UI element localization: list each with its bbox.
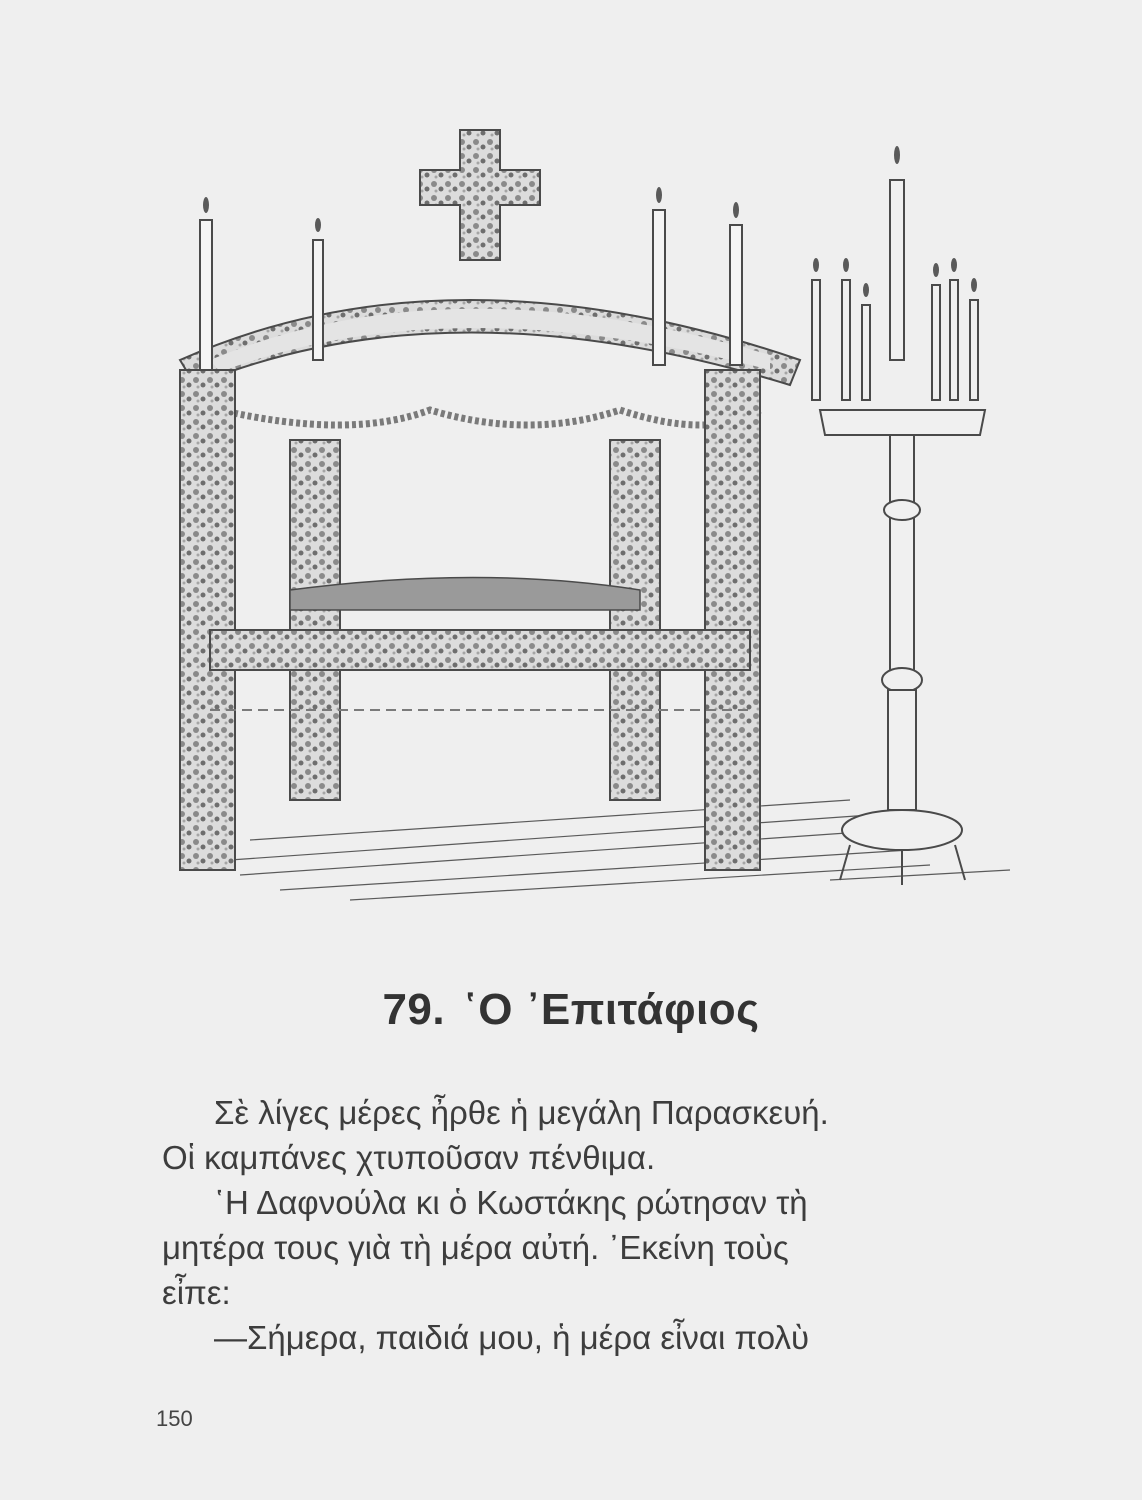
- text-line: εἶπε:: [162, 1274, 231, 1311]
- candelabrum: [812, 146, 985, 885]
- page-number: 150: [156, 1406, 193, 1431]
- text-line: —Σήμερα, παιδιά μου, ἡ μέρα εἶναι πολὺ: [214, 1319, 810, 1356]
- text-line: μητέρα τους γιὰ τὴ μέρα αὐτή. ᾿Εκείνη τοὺς: [162, 1229, 789, 1266]
- text-line: Οἱ καμπάνες χτυποῦσαν πένθιμα.: [162, 1139, 656, 1176]
- text-line: Σὲ λίγες μέρες ἦρθε ἡ μεγάλη Παρασκευή.: [214, 1094, 829, 1131]
- chapter-number: 79.: [382, 985, 446, 1034]
- body-text: [162, 1090, 1022, 1360]
- epitaphios-canopy: [180, 130, 800, 870]
- chapter-title: ῾Ο ᾿Επιτάφιος: [463, 985, 760, 1034]
- chapter-heading: [0, 985, 1142, 1035]
- epitaphios-illustration: [150, 110, 1030, 920]
- text-line: ῾Η Δαφνούλα κι ὁ Κωστάκης ρώτησαν τὴ: [214, 1184, 808, 1221]
- cross-icon: [420, 130, 540, 260]
